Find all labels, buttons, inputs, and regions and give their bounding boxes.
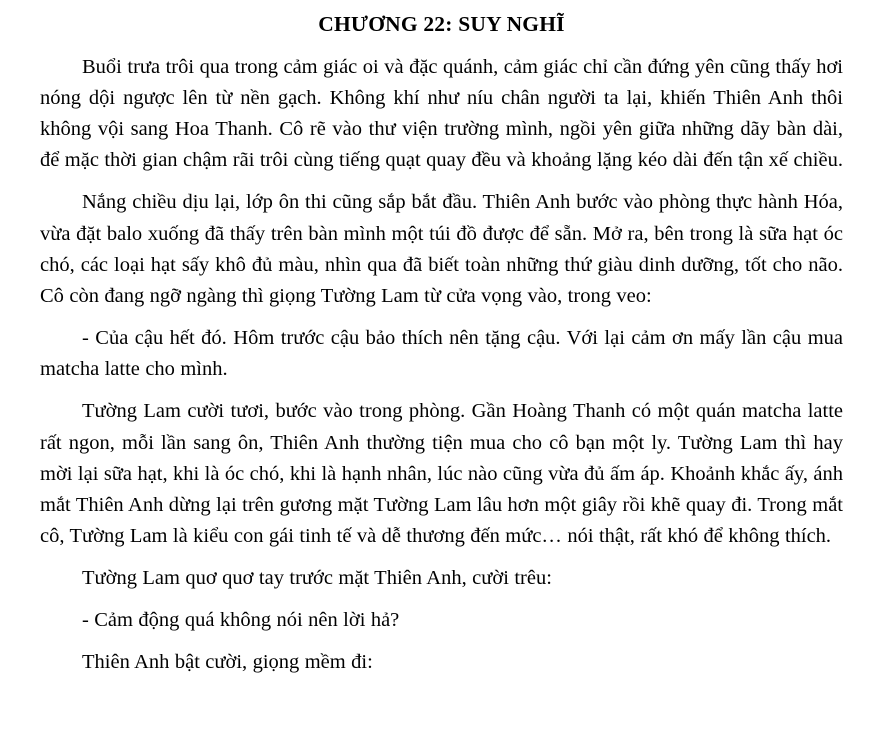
- paragraph: Buổi trưa trôi qua trong cảm giác oi và đặc quánh, cảm giác chỉ cần đứng yên cũng thấy hơi nóng dội ngược lên từ nền gạch. Không khí như níu chân người ta lại, khiến Thiên Anh thôi không vội sang Hoa Thanh. Cô rẽ vào thư viện trường mình, ngồi yên giữa những dãy bàn dài, để mặc thời gian chậm rãi trôi cùng tiếng quạt quay đều và khoảng lặng kéo dài đến tận xế chiều.: [40, 55, 843, 172]
- paragraph: Tường Lam quơ quơ tay trước mặt Thiên Anh, cười trêu:: [82, 567, 552, 590]
- paragraph: Nắng chiều dịu lại, lớp ôn thi cũng sắp bắt đầu. Thiên Anh bước vào phòng thực hành Hóa, vừa đặt balo xuống đã thấy trên bàn mình một túi đồ được để sẵn. Mở ra, bên trong là sữa hạt óc chó, các loại hạt sấy khô đủ màu, nhìn qua đã biết toàn những thứ giàu dinh dưỡng, tốt cho não. Cô còn đang ngỡ ngàng thì giọng Tường Lam từ cửa vọng vào, trong veo:: [40, 191, 843, 307]
- paragraph: Thiên Anh bật cười, giọng mềm đi:: [82, 651, 373, 674]
- chapter-body: [40, 52, 843, 679]
- dialogue-paragraph: - Cảm động quá không nói nên lời hả?: [82, 609, 400, 632]
- chapter-title: CHƯƠNG 22: SUY NGHĨ: [318, 12, 565, 36]
- paragraph: Tường Lam cười tươi, bước vào trong phòng. Gần Hoàng Thanh có một quán matcha latte rất ngon, mỗi lần sang ôn, Thiên Anh thường tiện mua cho cô bạn một ly. Tường Lam thì hay mời lại sữa hạt, khi là óc chó, khi là hạnh nhân, lúc nào cũng vừa đủ ấm áp. Khoảnh khắc ấy, ánh mắt Thiên Anh dừng lại trên gương mặt Tường Lam lâu hơn một giây rồi khẽ quay đi. Trong mắt cô, Tường Lam là kiểu con gái tinh tế và dễ thương đến mức… nói thật, rất khó để không thích.: [40, 400, 843, 547]
- dialogue-paragraph: - Của cậu hết đó. Hôm trước cậu bảo thích nên tặng cậu. Với lại cảm ơn mấy lần cậu mua matcha latte cho mình.: [40, 327, 843, 381]
